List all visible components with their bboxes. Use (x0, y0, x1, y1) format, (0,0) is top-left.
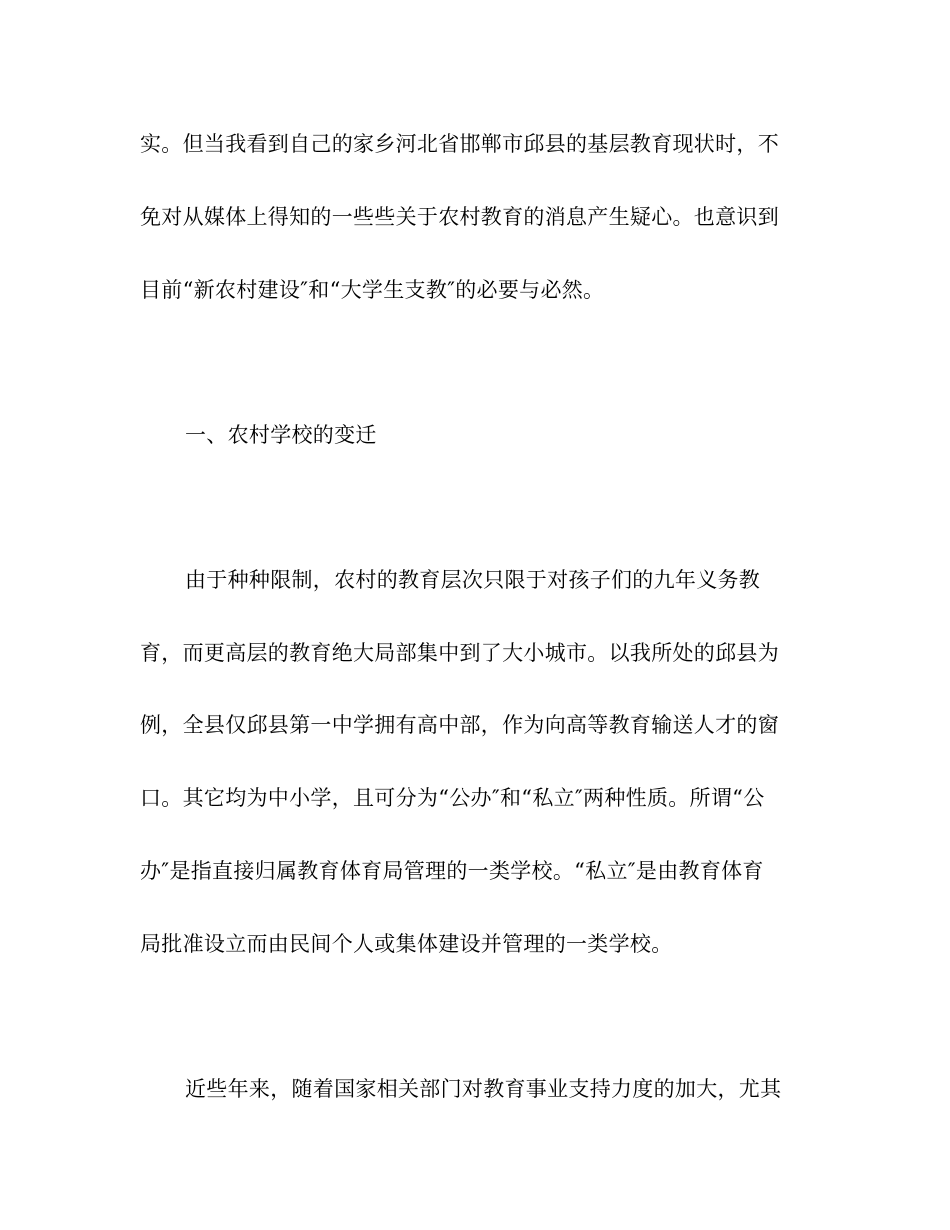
text-line: 办″是指直接归属教育体育局管理的一类学校。“私立″是由教育体育 (140, 859, 764, 883)
text-line: 近些年来，随着国家相关部门对教育事业支持力度的加大，尤其 (185, 1077, 782, 1101)
text-line: 育，而更高层的教育绝大局部集中到了大小城市。以我所处的邱县为 (140, 641, 779, 665)
section-heading: 一、农村学校的变迁 (185, 423, 377, 447)
text-line: 目前“新农村建设″和“大学生支教″的必要与必然。 (140, 278, 605, 302)
text-line: 例，全县仅邱县第一中学拥有高中部，作为向高等教育输送人才的窗 (140, 713, 779, 737)
text-line: 局批准设立而由民间个人或集体建设并管理的一类学校。 (140, 932, 673, 956)
text-line: 由于种种限制，农村的教育层次只限于对孩子们的九年义务教 (185, 568, 761, 592)
text-line: 实。但当我看到自己的家乡河北省邯郸市邱县的基层教育现状时，不 (140, 132, 779, 156)
text-line: 免对从媒体上得知的一些些关于农村教育的消息产生疑心。也意识到 (140, 205, 779, 229)
text-line: 口。其它均为中小学，且可分为“公办″和“私立″两种性质。所谓“公 (140, 786, 765, 810)
